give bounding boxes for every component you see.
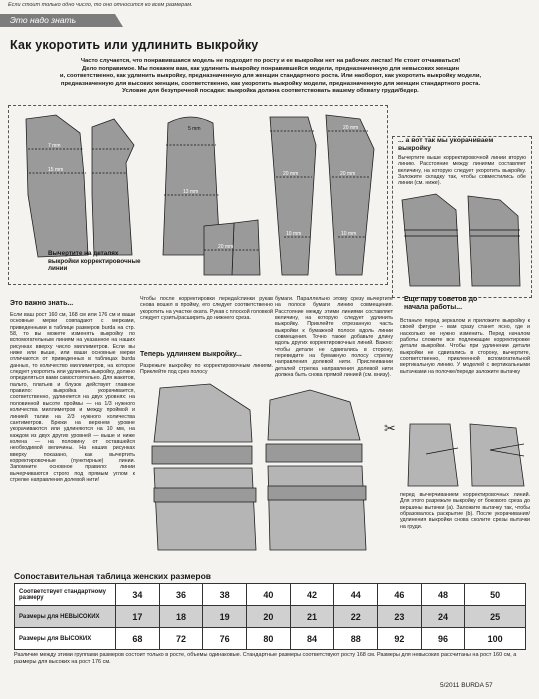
intro-text [8, 58, 533, 96]
header-note: Если стоит только одно число, то оно относится ко всем размерам. [8, 2, 193, 8]
label-10mm: 10 mm [286, 231, 302, 237]
scissors-icon: ✂ [384, 420, 396, 436]
size-cell: 25 [465, 606, 526, 628]
page-footer: 5/2011 BURDA 57 [440, 682, 493, 689]
trouser-front-piece [270, 117, 316, 275]
label-20mm-b: 20 mm [340, 171, 356, 177]
page-title: Как укоротить или удлинить выкройку [10, 38, 259, 52]
size-cell: 34 [116, 584, 160, 606]
label-13mm: 13 mm [183, 189, 199, 195]
row-label: Соответствует стандартному размеру [15, 584, 116, 606]
front-bodice-piece [92, 119, 134, 255]
intro-line: Дело поправимое. Мы покажем вам, как удлинить выкройку понравившейся модели, предназначенную для невысоких женщин [81, 65, 460, 72]
column3-text: бумаги. Параллельно этому срезу вычертите на полосе бумаги линию совмещения. Расстояние между этими линиями составляет величину, на которую следует удлинить выкройку. Приклейте отрезанную часть выкройки к бумажной полосе вдоль линии совмещения. Точно также добавьте длину вдоль других корректировочных линий. Важно: чтобы детали не сдвигались в сторону, переведите на бумажную полосу стрелку направления долевой нити. Прислеивании деталей стрелка направления долевой нити должна быть снова прямой линией (см. внизу). [275, 296, 393, 379]
middle-text-1: Чтобы после корректировки переда/спинки рукав снова вошел в пройму, его следует соответственно укоротить на участке оката. Рукав с плоской головкой следует сузить/расширить до нижнего среза. [140, 296, 273, 322]
size-cell: 100 [465, 628, 526, 650]
size-cell: 68 [116, 628, 160, 650]
size-cell: 40 [247, 584, 291, 606]
intro-line: Условие для безупречной посадки: выкройка должна соответствовать вашему обхвату груди/бедер. [122, 88, 419, 95]
label-10mm-b: 10 mm [341, 231, 357, 237]
table-row [15, 584, 526, 606]
size-cell: 80 [247, 628, 291, 650]
size-cell: 50 [465, 584, 526, 606]
size-table [14, 583, 526, 650]
size-cell: 42 [290, 584, 334, 606]
size-cell: 19 [203, 606, 247, 628]
size-cell: 17 [116, 606, 160, 628]
advice-text: Встаньте перед зеркалом и приложите выкройку к своей фигуре – вам сразу станет ясно, где и насколько ее нужно изменить. Перед началом работы сложите все подлежащие корректировке детали выкройки. Чтобы при удлинении детали выкройки не сдвигались в сторону, вычертите, соответственно, приклеенной вспомогательной вертикальную линию. У моделей с вертикальными вытачками на полочке/переде заложите вытачку [400, 318, 530, 375]
shorten-heading: ... а вот так мы укорачиваем выкройку [398, 137, 494, 152]
label-7mm: 7 mm [48, 143, 61, 149]
dart-illustration [396, 420, 530, 488]
size-cell: 72 [159, 628, 203, 650]
size-cell: 84 [290, 628, 334, 650]
trouser-back-piece [326, 115, 374, 275]
advice-heading: Еще пару советов до начала работы... [404, 296, 478, 312]
section-tag: Это надо знать [0, 14, 115, 27]
label-20mm-c: 20 mm [218, 244, 234, 250]
size-cell: 22 [334, 606, 378, 628]
size-cell: 18 [159, 606, 203, 628]
row-label: Размеры для НЕВЫСОКИХ [15, 606, 116, 628]
size-cell: 24 [421, 606, 465, 628]
skirt-front-piece [232, 220, 260, 275]
table-row [15, 606, 526, 628]
size-cell: 20 [247, 606, 291, 628]
size-cell: 21 [290, 606, 334, 628]
diagram-caption: Вычертите на деталях выкройки корректировочные линии [48, 250, 141, 273]
size-cell: 23 [378, 606, 422, 628]
table-row [15, 628, 526, 650]
advice-bottom-text: перед вычерчиванием корректировочных линий. Для этого разрежьте выкройку от бокового среза до вершины вытачки (а). Заложите вытачку так, чтобы образовалось раскрытие (b). После укорачивания/удлинения выкройки снова сколите срезы вытачки на груди. [400, 492, 530, 530]
table-title: Сопоставительная таблица женских размеров [14, 571, 212, 581]
intro-line: предназначенную для высоких женщин, соответственно, как укоротить выкройку модели, предназначенную для женщин стандартного роста. [60, 80, 481, 87]
label-5mm: 5 mm [188, 126, 201, 132]
size-cell: 44 [334, 584, 378, 606]
label-20mm-d: 20 mm [343, 125, 359, 131]
label-20mm: 20 mm [283, 171, 299, 177]
size-cell: 96 [421, 628, 465, 650]
table-note: Различие между этими группами размеров состоит только в росте, объемы одинаковые. Стандартные размеры соответствуют росту 168 см. Размеры для невысоких рассчитаны на рост 160 см, а размеры для высоких на рост 176 см. [14, 652, 517, 665]
size-cell: 38 [203, 584, 247, 606]
row-label: Размеры для ВЫСОКИХ [15, 628, 116, 650]
size-cell: 46 [378, 584, 422, 606]
size-cell: 36 [159, 584, 203, 606]
size-cell: 48 [421, 584, 465, 606]
size-cell: 88 [334, 628, 378, 650]
shorten-text: Вычертите выше корректировочной линии вторую линию. Расстояние между линиями составляет величину, на которую следует укоротить выкройку. Заложите складку так, чтобы совместились обе линии (см. ниже). [398, 155, 526, 187]
important-text: Если ваш рост 160 см, 168 см или 176 см и ваши основные мерки совпадают с мерками, приведенными в таблице размеров burda на стр. 58, то вы можете изменять выкройку по вспомогательным линиям на указанное на наших рисунках вверху число миллиметров. Если вы ниже или выше, или ваши основные мерки отличаются от приведенных в таблицах burda данных, то количество миллиметров, на которое следует укоротить или удлинить выкройку, должно определяться вами самостоятельно. Для жакетов, пальто, платьев и блузок действует главное правило: выкройка укорачивается, соответственно, удлиняется на двух уровнях: на половинной высоте проймы — на 1/3 нужного количества миллиметров и между проймой и линией талии на 2/3 нужного количества сантиметров. Брюки на верхнем уровне укорачиваются или удлиняются на 10 мм, на каждом из двух других уровней — выше и ниже колена — на половину от оставшейся необходимой величины. На наших рисунках вверху показано, как вычертить корректировочные (пунктирные) линии. Запомните основное правило: линии вычерчиваются строго под прямым углом к стрелке направления долевой нити! [10, 312, 135, 483]
label-15mm: 15 mm [48, 167, 64, 173]
intro-line: и, соответственно, как удлинить выкройку, предназначенную для женщин стандартного роста. Или наоборот, как укоротить выкройку модели, [59, 73, 482, 80]
shorten-illustration [396, 190, 528, 292]
intro-line: Часто случается, что понравившаяся модель не подходит по росту и ее выкройки нет на рабочих листах! Не стоит отчаиваться! [80, 58, 461, 64]
size-cell: 76 [203, 628, 247, 650]
lengthen-illustration [140, 380, 390, 555]
middle-text-2: Разрежьте выкройку по корректировочным линиям. Приклейте под срез полосу [140, 363, 273, 376]
size-cell: 92 [378, 628, 422, 650]
lengthen-heading: Теперь удлиняем выкройку... [140, 351, 242, 358]
important-heading: Это важно знать... [10, 300, 74, 307]
back-bodice-piece [26, 115, 88, 257]
